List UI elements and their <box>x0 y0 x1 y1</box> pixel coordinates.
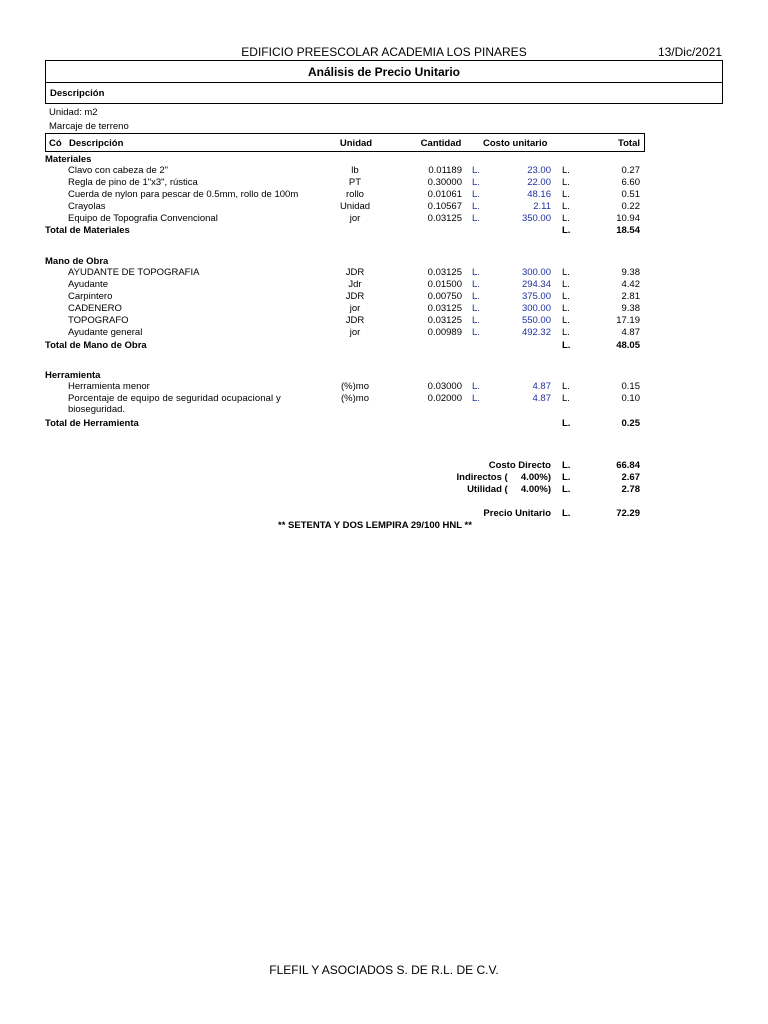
item-total-currency: L. <box>562 267 570 278</box>
item-unit: (%)mo <box>341 381 369 392</box>
table-row <box>45 392 645 415</box>
total-label: Total de Materiales <box>45 225 130 236</box>
item-total-currency: L. <box>562 290 570 302</box>
item-quantity: 0.03125 <box>427 302 462 314</box>
summary-precio-unitario <box>45 508 645 519</box>
item-total: 4.42 <box>621 278 640 290</box>
total-currency: L. <box>562 225 571 236</box>
item-total: 9.38 <box>621 267 640 278</box>
item-unit: Jdr <box>348 278 362 290</box>
item-total-currency: L. <box>562 176 570 188</box>
total-currency: L. <box>562 340 571 351</box>
item-description: Crayolas <box>68 200 106 212</box>
item-unit-cost: 492.32 <box>521 326 551 338</box>
item-unit: rollo <box>346 188 364 200</box>
item-total-currency: L. <box>562 392 570 404</box>
table-header <box>45 133 645 152</box>
item-description-continuation: bioseguridad. <box>68 403 126 415</box>
item-total-currency: L. <box>562 314 570 326</box>
table-row <box>45 201 645 212</box>
item-cost-currency: L. <box>472 212 480 224</box>
item-quantity: 0.10567 <box>427 200 462 212</box>
item-total: 0.27 <box>621 165 640 176</box>
item-unit-cost: 350.00 <box>521 212 551 224</box>
item-quantity: 0.03125 <box>427 267 462 278</box>
item-cost-currency: L. <box>472 188 480 200</box>
table-row <box>45 279 645 290</box>
item-total-currency: L. <box>562 326 570 338</box>
item-description: Ayudante general <box>68 326 143 338</box>
item-description: Herramienta menor <box>68 381 150 392</box>
total-label: Total de Mano de Obra <box>45 340 147 351</box>
item-quantity: 0.03125 <box>427 212 462 224</box>
summary-currency: L. <box>562 472 571 483</box>
item-total: 4.87 <box>621 326 640 338</box>
table-row <box>45 165 645 176</box>
column-total: Total <box>618 138 640 149</box>
item-total-currency: L. <box>562 212 570 224</box>
item-quantity: 0.00989 <box>427 326 462 338</box>
item-unit-cost: 300.00 <box>521 302 551 314</box>
item-description: Carpintero <box>68 290 113 302</box>
item-cost-currency: L. <box>472 381 480 392</box>
unit-line: Unidad: m2 <box>49 107 98 118</box>
item-total: 0.22 <box>621 200 640 212</box>
item-total: 9.38 <box>621 302 640 314</box>
company-footer: FLEFIL Y ASOCIADOS S. DE R.L. DE C.V. <box>269 963 499 977</box>
item-unit-cost: 23.00 <box>527 165 551 176</box>
item-quantity: 0.03000 <box>427 381 462 392</box>
summary-value: 2.78 <box>621 484 640 495</box>
table-row <box>45 291 645 302</box>
item-total: 17.19 <box>616 314 640 326</box>
total-value: 18.54 <box>616 225 640 236</box>
activity-line: Marcaje de terreno <box>49 121 129 132</box>
summary-label: Costo Directo <box>488 460 551 471</box>
item-total: 2.81 <box>621 290 640 302</box>
section-title-herramienta: Herramienta <box>45 370 101 381</box>
summary-currency: L. <box>562 460 571 471</box>
item-total: 0.10 <box>621 392 640 404</box>
table-row <box>45 177 645 188</box>
table-row <box>45 315 645 326</box>
section-title-mano-de-obra: Mano de Obra <box>45 256 109 267</box>
item-cost-currency: L. <box>472 278 480 290</box>
item-unit: lb <box>351 165 359 176</box>
summary-currency: L. <box>562 508 571 519</box>
item-total: 6.60 <box>621 176 640 188</box>
item-unit: Unidad <box>339 200 371 212</box>
column-unit: Unidad <box>339 138 373 149</box>
item-cost-currency: L. <box>472 267 480 278</box>
item-unit: JDR <box>345 267 365 278</box>
summary-label: Utilidad ( 4.00%) <box>467 484 551 495</box>
summary-label: Precio Unitario <box>483 508 551 519</box>
item-quantity: 0.01061 <box>427 188 462 200</box>
summary-value: 66.84 <box>616 460 640 471</box>
item-quantity: 0.02000 <box>427 392 462 404</box>
item-description: Cuerda de nylon para pescar de 0.5mm, rollo de 100m <box>68 188 299 200</box>
price-in-words: ** SETENTA Y DOS LEMPIRA 29/100 HNL ** <box>278 520 472 531</box>
item-total: 0.15 <box>621 381 640 392</box>
section-title-materiales: Materiales <box>45 154 92 165</box>
table-row <box>45 303 645 314</box>
item-total-currency: L. <box>562 278 570 290</box>
summary-currency: L. <box>562 484 571 495</box>
column-code: Có <box>49 138 62 149</box>
total-row-herramienta <box>45 418 645 429</box>
column-unit-cost: Costo unitario <box>483 138 548 149</box>
table-row <box>45 381 645 392</box>
summary-utilidad <box>45 484 645 495</box>
total-row-mano-de-obra <box>45 340 645 351</box>
item-total-currency: L. <box>562 188 570 200</box>
item-quantity: 0.03125 <box>427 314 462 326</box>
item-unit-cost: 294.34 <box>521 278 551 290</box>
item-quantity: 0.30000 <box>427 176 462 188</box>
item-description: Porcentaje de equipo de seguridad ocupacional y <box>68 392 281 404</box>
table-row <box>45 189 645 200</box>
summary-indirectos <box>45 472 645 483</box>
item-cost-currency: L. <box>472 326 480 338</box>
description-label: Descripción <box>50 88 105 99</box>
item-unit-cost: 22.00 <box>527 176 551 188</box>
item-unit-cost: 2.11 <box>533 200 551 212</box>
item-unit-cost: 550.00 <box>521 314 551 326</box>
summary-costo-directo <box>45 460 645 471</box>
item-unit-cost: 4.87 <box>532 392 551 404</box>
item-unit: jor <box>349 326 361 338</box>
item-description: Equipo de Topografia Convencional <box>68 212 218 224</box>
report-date: 13/Dic/2021 <box>657 45 722 59</box>
item-unit: (%)mo <box>341 392 369 404</box>
item-quantity: 0.01500 <box>427 278 462 290</box>
summary-value: 72.29 <box>616 508 640 519</box>
item-unit: jor <box>349 302 361 314</box>
item-cost-currency: L. <box>472 165 480 176</box>
item-unit: jor <box>349 212 361 224</box>
item-unit-cost: 48.16 <box>527 188 551 200</box>
total-label: Total de Herramienta <box>45 418 139 429</box>
description-box <box>45 81 723 104</box>
item-description: TOPOGRAFO <box>68 314 129 326</box>
item-cost-currency: L. <box>472 302 480 314</box>
title-box <box>45 60 723 83</box>
item-unit: JDR <box>345 290 365 302</box>
item-quantity: 0.00750 <box>427 290 462 302</box>
total-row-materiales <box>45 225 645 236</box>
table-row <box>45 327 645 338</box>
table-row <box>45 213 645 224</box>
item-total-currency: L. <box>562 381 570 392</box>
item-description: CADENERO <box>68 302 122 314</box>
column-description: Descripción <box>69 138 124 149</box>
item-total: 10.94 <box>616 212 640 224</box>
item-total-currency: L. <box>562 200 570 212</box>
item-description: Clavo con cabeza de 2" <box>68 165 169 176</box>
item-unit-cost: 375.00 <box>521 290 551 302</box>
project-title: EDIFICIO PREESCOLAR ACADEMIA LOS PINARES <box>241 45 527 59</box>
total-currency: L. <box>562 418 571 429</box>
item-unit: JDR <box>345 314 365 326</box>
column-quantity: Cantidad <box>420 138 462 149</box>
item-cost-currency: L. <box>472 176 480 188</box>
summary-label: Indirectos ( 4.00%) <box>456 472 551 483</box>
item-total: 0.51 <box>621 188 640 200</box>
item-total-currency: L. <box>562 165 570 176</box>
item-cost-currency: L. <box>472 290 480 302</box>
summary-value: 2.67 <box>621 472 640 483</box>
item-cost-currency: L. <box>472 314 480 326</box>
total-value: 48.05 <box>616 340 640 351</box>
total-value: 0.25 <box>621 418 640 429</box>
item-cost-currency: L. <box>472 392 480 404</box>
item-description: Ayudante <box>68 278 108 290</box>
item-unit-cost: 4.87 <box>532 381 551 392</box>
report-title: Análisis de Precio Unitario <box>307 65 461 79</box>
table-row <box>45 267 645 278</box>
item-total-currency: L. <box>562 302 570 314</box>
item-quantity: 0.01189 <box>428 165 462 176</box>
item-unit-cost: 300.00 <box>521 267 551 278</box>
item-description: AYUDANTE DE TOPOGRAFIA <box>68 267 200 278</box>
item-description: Regla de pino de 1"x3", rústica <box>68 176 198 188</box>
item-unit: PT <box>348 176 362 188</box>
item-cost-currency: L. <box>472 200 480 212</box>
